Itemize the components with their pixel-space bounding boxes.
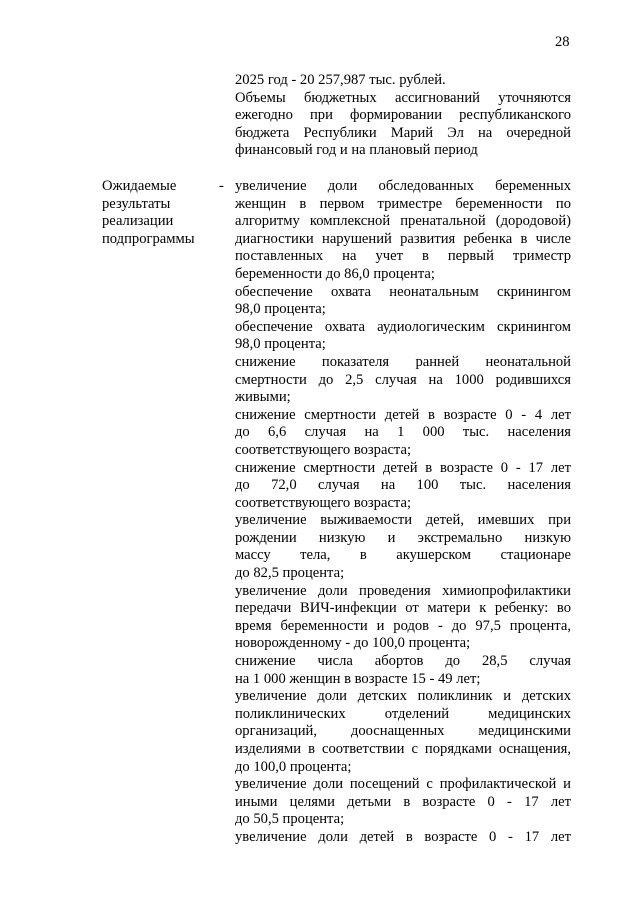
result-line: алгоритму комплексной пренатальной (дородовой) <box>235 213 571 230</box>
result-line: до 100,0 процента; <box>235 758 352 775</box>
result-line: увеличение доли проведения химиопрофилактики <box>235 582 571 599</box>
funding-line: ежегодно при формировании республиканского <box>235 107 571 124</box>
result-line: передачи ВИЧ-инфекции от матери к ребенку: во <box>235 600 571 617</box>
result-line: время беременности и родов - до 97,5 процента, <box>235 617 571 634</box>
result-line: увеличение доли детей в возрасте 0 - 17 лет <box>235 828 571 845</box>
result-item <box>235 407 571 460</box>
result-line: женщин в первом триместре беременности по <box>235 195 571 212</box>
result-line: увеличение доли обследованных беременных <box>235 178 571 194</box>
result-line: смертности до 2,5 случая на 1000 родившихся <box>235 371 571 388</box>
result-line: до 72,0 случая на 100 тыс. населения <box>235 477 571 494</box>
funding-line: финансовый год и на плановый период <box>235 142 478 159</box>
result-item <box>235 354 571 407</box>
result-line: 98,0 процента; <box>235 336 326 353</box>
result-line: рождении низкую и экстремально низкую <box>235 529 571 546</box>
section-label-line: реализации <box>102 213 174 230</box>
result-line: соответствующего возраста; <box>235 441 412 458</box>
result-line: на 1 000 женщин в возрасте 15 - 49 лет; <box>235 670 481 687</box>
section-label-line: Ожидаемые <box>102 178 177 194</box>
result-line: снижение показателя ранней неонатальной <box>235 353 571 370</box>
section-label <box>102 178 212 248</box>
result-line: до 82,5 процента; <box>235 565 345 582</box>
result-line: организаций, дооснащенных медицинскими <box>235 723 571 740</box>
result-item <box>235 829 571 847</box>
result-line: поставленных на учет в первый триместр <box>235 248 571 265</box>
result-item <box>235 460 571 513</box>
result-line: диагностики нарушений развития ребенка в числе <box>235 230 571 247</box>
result-item <box>235 583 571 653</box>
result-line: массу тела, в акушерском стационаре <box>235 547 571 564</box>
result-line: увеличение доли детских поликлиник и детских <box>235 688 571 705</box>
result-item <box>235 284 571 319</box>
result-line: обеспечение охвата неонатальным скринингом <box>235 283 571 300</box>
result-line: до 50,5 процента; <box>235 811 345 828</box>
result-line: соответствующего возраста; <box>235 494 412 511</box>
section-label-line: результаты <box>102 195 171 212</box>
result-line: новорожденному - до 100,0 процента; <box>235 635 471 652</box>
funding-paragraph <box>235 72 571 160</box>
result-item <box>235 512 571 582</box>
result-line: до 6,6 случая на 1 000 тыс. населения <box>235 424 571 441</box>
result-line: беременности до 86,0 процента; <box>235 265 435 282</box>
section-label-line: подпрограммы <box>102 230 195 247</box>
result-item <box>235 319 571 354</box>
result-line: живыми; <box>235 389 291 406</box>
result-line: увеличение доли посещений с профилактической и <box>235 776 571 793</box>
label-dash: - <box>219 178 224 194</box>
expected-results-list <box>235 178 571 847</box>
result-line: 98,0 процента; <box>235 301 326 318</box>
result-line: обеспечение охвата аудиологическим скринингом <box>235 318 571 335</box>
result-item <box>235 653 571 688</box>
funding-line: бюджета Республики Марий Эл на очередной <box>235 124 571 141</box>
result-line: снижение числа абортов до 28,5 случая <box>235 653 571 670</box>
result-line: снижение смертности детей в возрасте 0 - 4 лет <box>235 406 571 423</box>
result-line: поликлинических отделений медицинских <box>235 705 571 722</box>
page-number: 28 <box>555 34 570 50</box>
result-line: увеличение выживаемости детей, имевших при <box>235 512 571 529</box>
result-line: иными целями детьми в возрасте 0 - 17 лет <box>235 793 571 810</box>
result-line: снижение смертности детей в возрасте 0 - 17 лет <box>235 459 571 476</box>
result-item <box>235 178 571 284</box>
funding-line: Объемы бюджетных ассигнований уточняются <box>235 89 571 106</box>
result-item <box>235 688 571 776</box>
result-line: изделиями в соответствии с порядками оснащения, <box>235 741 571 757</box>
funding-line: 2025 год - 20 257,987 тыс. рублей. <box>235 72 446 88</box>
result-item <box>235 776 571 829</box>
